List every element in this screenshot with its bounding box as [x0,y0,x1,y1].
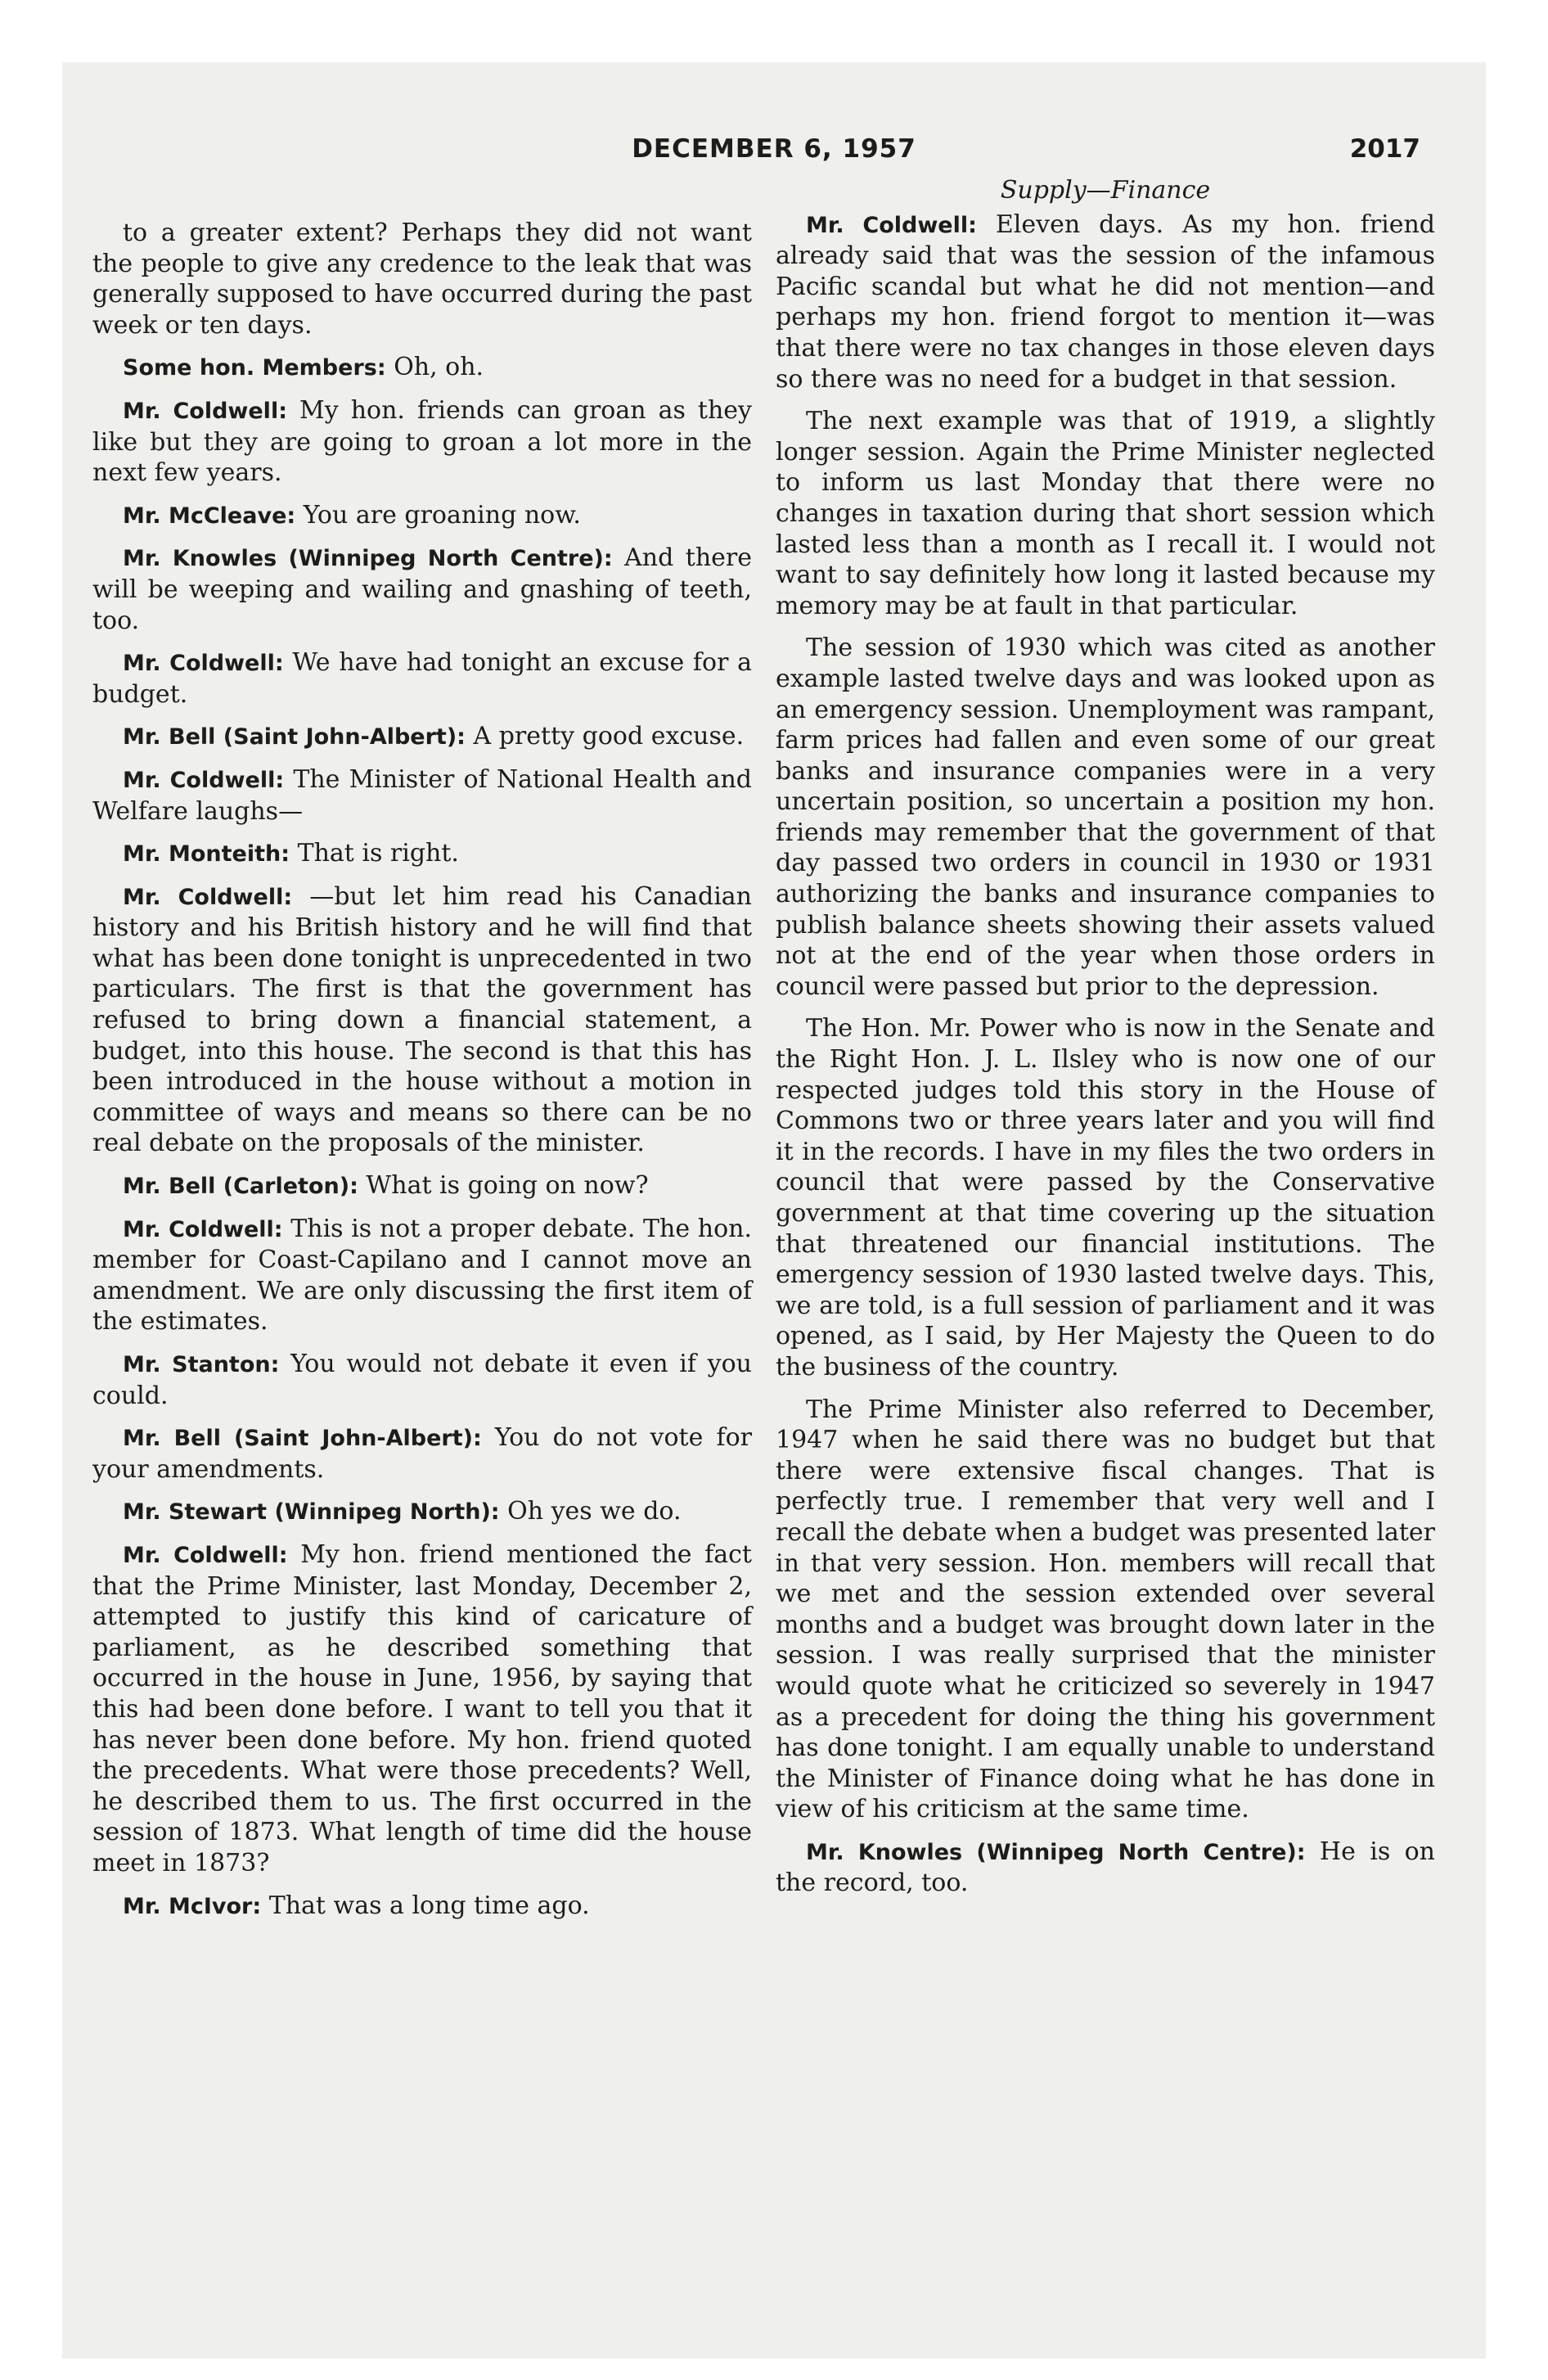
paragraph [92,1422,752,1485]
paragraph-text: That is right. [297,839,459,868]
paragraph-text: He is on the record, too. [776,1837,1435,1898]
speaker-name: Mr. Stewart (Winnipeg North): [123,1499,500,1526]
paragraph [92,352,752,384]
paragraph [92,1891,752,1922]
paragraph [92,500,752,532]
speaker-name: Mr. Bell (Saint John-Albert): [123,724,466,751]
paragraph [776,633,1435,1002]
speaker-name: Mr. Coldwell: [806,212,977,238]
paragraph-text: The Hon. Mr. Power who is now in the Senate and the Right Hon. J. L. Ilsley who is now one of our respected judges told this story in the House of Commons two or three years later and you will find it in the records. I have in my files the two orders in council that were passed by the Conservative government at that time covering up the situation that threatened our financial institutions. The emergency session of 1930 lasted twelve days. This, we are told, is a full session of parliament and it was opened, as I said, by Her Majesty the Queen to do the business of the country. [776,1014,1435,1382]
paragraph-text: What is going on now? [366,1171,649,1201]
paragraph-text: This is not a proper debate. The hon. member for Coast-Capilano and I cannot move an amendment. We are only discussing the first item of the estimates. [92,1214,752,1336]
section-title: Supply—Finance [1000,176,1211,205]
paragraph-text: Eleven days. As my hon. friend already said that was the session of the infamous Pacific scandal but what he did not mention—and perhaps my hon. friend forgot to mention it—was that there were no tax changes in those eleven days so there was no need for a budget in that session. [776,210,1435,394]
paragraph [776,406,1435,621]
paragraph [92,1170,752,1202]
speaker-name: Mr. McCleave: [123,503,296,529]
speaker-name: Mr. Coldwell: [123,884,293,910]
paragraph [92,1214,752,1337]
header-date: DECEMBER 6, 1957 [632,134,916,164]
speaker-name: Mr. Knowles (Winnipeg North Centre): [123,546,613,572]
speaker-name: Mr. Monteith: [123,841,290,868]
paragraph-text: We have had tonight an excuse for a budget. [92,648,753,709]
paragraph-text: —but let him read his Canadian history and his British history and he will find that what has been done tonight is unprecedented in two particulars. The first is that the government has refused to bring down a financial statement, a budget, into this house. The second is that this has been introduced in the house without a motion in committee of ways and means so there can be no real debate on the proposals of the minister. [92,881,752,1158]
speaker-name: Mr. Coldwell: [123,651,284,677]
hansard-page [62,62,1486,2359]
paragraph-text: And there will be weeping and wailing and gnashing of teeth, too. [92,543,752,635]
page-header [62,134,1486,175]
paragraph-text: Oh, oh. [394,353,484,382]
paragraph-text: Oh yes we do. [507,1497,682,1526]
speaker-name: Mr. Bell (Carleton): [123,1174,358,1200]
paragraph-text: My hon. friend mentioned the fact that the Prime Minister, last Monday, December 2, attempted to justify this kind of caricature of parliament, as he described something that occurred in the house in June, 1956, by saying that this had been done before. I want to tell you that it has never been done before. My hon. friend quoted the precedents. What were those precedents? Well, he described them to us. The first occurred in the session of 1873. What length of time did the house meet in 1873? [92,1539,752,1877]
paragraph [776,210,1435,395]
paragraph [92,395,752,489]
paragraph-text: You are groaning now. [303,500,581,530]
paragraph-text: The Prime Minister also referred to December, 1947 when he said there was no budget but that there were extensive fiscal changes. That is perfectly true. I remember that very well and I recall the debate when a budget was presented later in that very session. Hon. members will recall that we met and the session extended over several months and a budget was brought down later in the session. I was really surprised that the minister would quote what he criticized so severely in 1947 as a precedent for doing the thing his government has done tonight. I am equally unable to understand the Minister of Finance doing what he has done in view of his criticism at the same time. [776,1395,1435,1824]
speaker-name: Mr. Stanton: [123,1352,280,1377]
speaker-name: Mr. Knowles (Winnipeg North Centre): [806,1839,1306,1865]
paragraph [92,764,752,827]
speaker-name: Some hon. Members: [123,355,386,381]
paragraph [92,1539,752,1879]
paragraph [92,838,752,870]
paragraph-text: My hon. friends can groan as they like but they are going to groan a lot more in the next few years. [92,395,752,488]
speaker-name: Mr. McIvor: [123,1893,262,1919]
speaker-name: Mr. Coldwell: [123,398,287,424]
paragraph-text: That was a long time ago. [268,1891,590,1920]
speaker-name: Mr. Coldwell: [123,1542,288,1568]
paragraph-text: The session of 1930 which was cited as another example lasted twelve days and was looked upon as an emergency session. Unemployment was rampant, farm prices had fallen and even some of our great banks and insurance companies were in a very uncertain position, so uncertain a position my hon. friends may remember that the government of that day passed two orders in council in 1930 or 1931 authorizing the banks and insurance companies to publish balance sheets showing their assets valued not at the end of the year when those orders in council were passed but prior to the depression. [776,633,1435,1001]
speaker-name: Mr. Coldwell: [123,767,285,793]
paragraph-text: to a greater extent? Perhaps they did not want the people to give any credence to the leak that was generally supposed to have occurred during the past week or ten days. [92,219,753,340]
paragraph [92,881,752,1159]
speaker-name: Mr. Coldwell: [123,1216,283,1242]
paragraph-text: You do not vote for your amendments. [92,1423,752,1484]
paragraph [92,647,752,710]
paragraph [92,218,752,340]
paragraph [92,1349,752,1411]
paragraph [92,721,752,753]
paragraph-text: The Minister of National Health and Welfare laughs— [92,764,752,826]
paragraph-text: The next example was that of 1919, a slightly longer session. Again the Prime Minister neglected to inform us last Monday that there were no changes in taxation during that short session which lasted less than a month as I recall it. I would not want to say definitely how long it lasted because my memory may be at fault in that particular. [776,407,1435,620]
paragraph [92,1496,752,1528]
paragraph [776,1013,1435,1382]
paragraph [776,1395,1435,1825]
left-column [92,218,752,1933]
paragraph [92,543,752,636]
speaker-name: Mr. Bell (Saint John-Albert): [123,1426,482,1452]
right-column [776,175,1435,1910]
paragraph-text: You would not debate it even if you could. [92,1350,753,1410]
paragraph [776,1837,1435,1899]
right-column-body [776,210,1435,1899]
paragraph-text: A pretty good excuse. [473,722,745,751]
page-number: 2017 [1349,134,1420,164]
